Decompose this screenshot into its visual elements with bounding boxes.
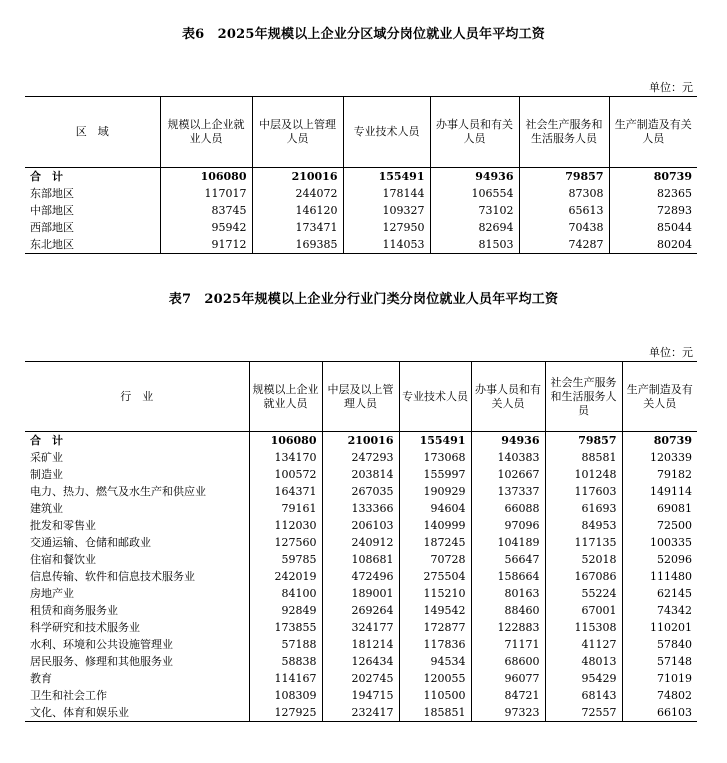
table7-cell: 275504 <box>399 568 471 585</box>
table7-row-label: 制造业 <box>30 468 63 481</box>
table7-cell: 110201 <box>622 619 697 636</box>
table7-cell: 189001 <box>322 585 399 602</box>
table7-cell: 71019 <box>622 670 697 687</box>
table6-cell: 244072 <box>252 185 343 202</box>
table7-cell: 117135 <box>545 534 622 551</box>
table7-cell: 57148 <box>622 653 697 670</box>
table6-row <box>25 236 697 254</box>
table6-header-clerical: 办事人员和有关人员 <box>430 97 519 168</box>
table7-cell: 58838 <box>249 653 322 670</box>
table7-cell: 117603 <box>545 483 622 500</box>
table7-cell: 117836 <box>399 636 471 653</box>
table7-row-label: 交通运输、仓储和邮政业 <box>30 536 151 549</box>
table7-row <box>25 704 697 722</box>
table7-cell: 173068 <box>399 449 471 466</box>
table7-cell: 324177 <box>322 619 399 636</box>
table7-cell: 80739 <box>622 432 697 450</box>
table6-cell: 73102 <box>430 202 519 219</box>
table7-cell: 100572 <box>249 466 322 483</box>
table7-row-label: 居民服务、修理和其他服务业 <box>30 655 173 668</box>
table7-cell: 41127 <box>545 636 622 653</box>
table6-unit: 单位：元 <box>649 81 693 94</box>
table7-row-label: 水利、环境和公共设施管理业 <box>30 638 173 651</box>
table7-row <box>25 602 697 619</box>
table7-cell: 84100 <box>249 585 322 602</box>
table6-row <box>25 185 697 202</box>
table7-row <box>25 568 697 585</box>
table7-header-clerical: 办事人员和有关人员 <box>471 362 545 432</box>
table7-cell: 137337 <box>471 483 545 500</box>
table7-cell: 106080 <box>249 432 322 450</box>
table7-row <box>25 687 697 704</box>
table7-cell: 97096 <box>471 517 545 534</box>
table7-row-label: 教育 <box>30 672 52 685</box>
table6-row <box>25 219 697 236</box>
table7-cell: 111480 <box>622 568 697 585</box>
table7-cell: 120055 <box>399 670 471 687</box>
table7-cell: 71171 <box>471 636 545 653</box>
table7-cell: 202745 <box>322 670 399 687</box>
table7-cell: 167086 <box>545 568 622 585</box>
table7-cell: 88581 <box>545 449 622 466</box>
table7-cell: 269264 <box>322 602 399 619</box>
table6-cell: 80739 <box>609 168 697 186</box>
table6-row-label: 西部地区 <box>30 221 74 234</box>
table6-cell: 95942 <box>160 219 252 236</box>
table7-cell: 74342 <box>622 602 697 619</box>
table7-cell: 101248 <box>545 466 622 483</box>
table7-cell: 240912 <box>322 534 399 551</box>
table7-cell: 203814 <box>322 466 399 483</box>
table7-row <box>25 449 697 466</box>
table7-cell: 61693 <box>545 500 622 517</box>
table7-cell: 70728 <box>399 551 471 568</box>
table7-cell: 115308 <box>545 619 622 636</box>
table7-row-label: 卫生和社会工作 <box>30 689 107 702</box>
table7-cell: 72557 <box>545 704 622 722</box>
table7-row <box>25 551 697 568</box>
table7-cell: 95429 <box>545 670 622 687</box>
table7-cell: 104189 <box>471 534 545 551</box>
table7-header-total-employees: 规模以上企业就业人员 <box>249 362 322 432</box>
table6-cell: 173471 <box>252 219 343 236</box>
table7-cell: 206103 <box>322 517 399 534</box>
table7-row <box>25 534 697 551</box>
table7-row-label: 批发和零售业 <box>30 519 96 532</box>
table7-row <box>25 466 697 483</box>
table7-cell: 48013 <box>545 653 622 670</box>
table7-cell: 140383 <box>471 449 545 466</box>
table7-row <box>25 483 697 500</box>
table7-cell: 52096 <box>622 551 697 568</box>
table7-cell: 62145 <box>622 585 697 602</box>
table7-row-label: 租赁和商务服务业 <box>30 604 118 617</box>
table7-cell: 149114 <box>622 483 697 500</box>
table7-row <box>25 585 697 602</box>
table6-cell: 79857 <box>519 168 609 186</box>
table6-cell: 65613 <box>519 202 609 219</box>
table7-row <box>25 670 697 687</box>
table7-cell: 79182 <box>622 466 697 483</box>
table7-cell: 52018 <box>545 551 622 568</box>
table7-row-label: 信息传输、软件和信息技术服务业 <box>30 570 195 583</box>
table6-cell: 169385 <box>252 236 343 254</box>
table7-cell: 74802 <box>622 687 697 704</box>
table6-header-managers: 中层及以上管理人员 <box>252 97 343 168</box>
table7-cell: 115210 <box>399 585 471 602</box>
table7-cell: 55224 <box>545 585 622 602</box>
table7-header-technical: 专业技术人员 <box>399 362 471 432</box>
table6-cell: 83745 <box>160 202 252 219</box>
table7-cell: 56647 <box>471 551 545 568</box>
table7-row-label: 科学研究和技术服务业 <box>30 621 140 634</box>
table7-cell: 108309 <box>249 687 322 704</box>
table7-cell: 108681 <box>322 551 399 568</box>
table6-header-region: 区 域 <box>75 125 109 138</box>
table6-header-technical: 专业技术人员 <box>343 97 430 168</box>
table7-cell: 66088 <box>471 500 545 517</box>
table7-cell: 134170 <box>249 449 322 466</box>
table6-cell: 178144 <box>343 185 430 202</box>
table7-header-row <box>25 362 697 432</box>
table7-cell: 110500 <box>399 687 471 704</box>
table7-cell: 96077 <box>471 670 545 687</box>
table7-cell: 242019 <box>249 568 322 585</box>
table7-cell: 68600 <box>471 653 545 670</box>
table7-row <box>25 636 697 653</box>
table7-cell: 100335 <box>622 534 697 551</box>
table7-title: 表7 2025年规模以上企业分行业门类分岗位就业人员年平均工资 <box>168 292 559 307</box>
table6-cell: 94936 <box>430 168 519 186</box>
table7-cell: 140999 <box>399 517 471 534</box>
table7-header-managers: 中层及以上管理人员 <box>322 362 399 432</box>
table7-cell: 210016 <box>322 432 399 450</box>
table7-cell: 190929 <box>399 483 471 500</box>
table7-cell: 112030 <box>249 517 322 534</box>
table7-cell: 158664 <box>471 568 545 585</box>
table7-cell: 126434 <box>322 653 399 670</box>
table6-header-total-employees: 规模以上企业就业人员 <box>160 97 252 168</box>
table7-cell: 172877 <box>399 619 471 636</box>
table6-cell: 106080 <box>160 168 252 186</box>
table6-cell: 87308 <box>519 185 609 202</box>
table7 <box>25 361 697 722</box>
table7-cell: 94604 <box>399 500 471 517</box>
table6-row-label: 合 计 <box>30 170 63 183</box>
table7-cell: 84721 <box>471 687 545 704</box>
table6-row <box>25 168 697 186</box>
table7-cell: 80163 <box>471 585 545 602</box>
table7-cell: 164371 <box>249 483 322 500</box>
table7-cell: 59785 <box>249 551 322 568</box>
table7-cell: 67001 <box>545 602 622 619</box>
table7-cell: 267035 <box>322 483 399 500</box>
table7-row-label: 电力、热力、燃气及水生产和供应业 <box>30 485 206 498</box>
table7-cell: 122883 <box>471 619 545 636</box>
table7-unit: 单位：元 <box>649 346 693 359</box>
table7-cell: 94534 <box>399 653 471 670</box>
table6-cell: 106554 <box>430 185 519 202</box>
table7-cell: 155491 <box>399 432 471 450</box>
table6-cell: 117017 <box>160 185 252 202</box>
table7-row-label: 采矿业 <box>30 451 63 464</box>
table7-cell: 133366 <box>322 500 399 517</box>
table7-cell: 232417 <box>322 704 399 722</box>
table7-cell: 127925 <box>249 704 322 722</box>
table6-cell: 155491 <box>343 168 430 186</box>
table6-row-label: 东部地区 <box>30 187 74 200</box>
table6-header-row <box>25 97 697 168</box>
table6-cell: 146120 <box>252 202 343 219</box>
table7-cell: 57840 <box>622 636 697 653</box>
table7-cell: 149542 <box>399 602 471 619</box>
table6-row <box>25 202 697 219</box>
table7-row <box>25 653 697 670</box>
table7-cell: 57188 <box>249 636 322 653</box>
table6-cell: 85044 <box>609 219 697 236</box>
table6-cell: 80204 <box>609 236 697 254</box>
table6-cell: 114053 <box>343 236 430 254</box>
table7-cell: 69081 <box>622 500 697 517</box>
table6-cell: 82365 <box>609 185 697 202</box>
table6-title: 表6 2025年规模以上企业分区域分岗位就业人员年平均工资 <box>181 27 546 42</box>
table7-cell: 247293 <box>322 449 399 466</box>
table6-cell: 70438 <box>519 219 609 236</box>
table7-cell: 173855 <box>249 619 322 636</box>
table7-cell: 84953 <box>545 517 622 534</box>
table6-cell: 82694 <box>430 219 519 236</box>
table7-row-label: 住宿和餐饮业 <box>30 553 96 566</box>
table7-row <box>25 619 697 636</box>
table6-cell: 72893 <box>609 202 697 219</box>
table6-row-label: 东北地区 <box>30 238 74 251</box>
table7-cell: 185851 <box>399 704 471 722</box>
table6 <box>25 96 697 254</box>
table7-cell: 92849 <box>249 602 322 619</box>
table7-cell: 97323 <box>471 704 545 722</box>
table7-cell: 88460 <box>471 602 545 619</box>
table7-row <box>25 517 697 534</box>
table7-cell: 68143 <box>545 687 622 704</box>
table6-cell: 109327 <box>343 202 430 219</box>
table7-cell: 79161 <box>249 500 322 517</box>
table7-cell: 181214 <box>322 636 399 653</box>
table6-cell: 81503 <box>430 236 519 254</box>
table6-header-service: 社会生产服务和生活服务人员 <box>519 97 609 168</box>
table7-cell: 120339 <box>622 449 697 466</box>
table7-cell: 127560 <box>249 534 322 551</box>
table6-header-production: 生产制造及有关人员 <box>609 97 697 168</box>
table6-cell: 74287 <box>519 236 609 254</box>
table7-cell: 187245 <box>399 534 471 551</box>
table7-cell: 79857 <box>545 432 622 450</box>
table6-row-label: 中部地区 <box>30 204 74 217</box>
table7-cell: 72500 <box>622 517 697 534</box>
table7-cell: 94936 <box>471 432 545 450</box>
table7-header-industry: 行 业 <box>120 389 154 403</box>
table7-cell: 155997 <box>399 466 471 483</box>
table7-cell: 66103 <box>622 704 697 722</box>
table7-row-label: 房地产业 <box>30 587 74 600</box>
table7-row-label: 文化、体育和娱乐业 <box>30 706 129 719</box>
table7-header-production: 生产制造及有关人员 <box>622 362 697 432</box>
table7-cell: 114167 <box>249 670 322 687</box>
table7-cell: 102667 <box>471 466 545 483</box>
table7-cell: 194715 <box>322 687 399 704</box>
table7-cell: 472496 <box>322 568 399 585</box>
table7-row <box>25 432 697 450</box>
table7-row-label: 建筑业 <box>30 502 63 515</box>
table7-row-label: 合 计 <box>30 434 63 447</box>
table7-header-service: 社会生产服务和生活服务人员 <box>545 362 622 432</box>
table6-cell: 210016 <box>252 168 343 186</box>
table6-cell: 91712 <box>160 236 252 254</box>
table6-cell: 127950 <box>343 219 430 236</box>
table7-row <box>25 500 697 517</box>
